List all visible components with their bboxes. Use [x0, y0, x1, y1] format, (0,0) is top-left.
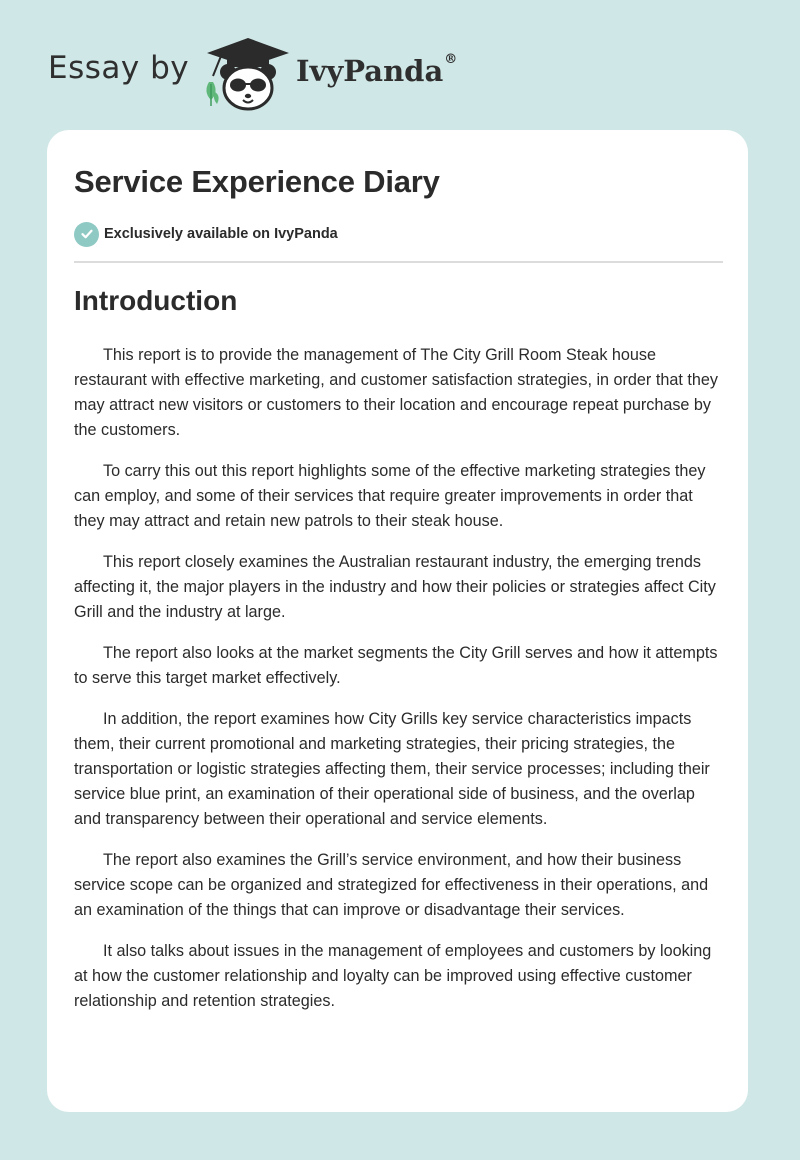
essay-body: [74, 343, 726, 1030]
panda-graduate-icon[interactable]: [203, 36, 293, 112]
registered-mark: ®: [444, 52, 458, 67]
paragraph: This report closely examines the Australian restaurant industry, the emerging trends affecting it, the major players in the industry and how their policies or strategies affect City Grill and the industry at large.: [74, 553, 716, 621]
paragraph: The report also looks at the market segments the City Grill serves and how it attempts to serve this target market effectively.: [74, 644, 718, 687]
brand-text: IvyPanda: [296, 54, 444, 88]
paragraph: To carry this out this report highlights some of the effective marketing strategies they can employ, and some of their services that require greater improvements in order that they may attract and retain new patrols to their steak house.: [74, 462, 706, 530]
paragraph: It also talks about issues in the management of employees and customers by looking at how the customer relationship and loyalty can be improved using effective customer relationship and retention strategies.: [74, 942, 712, 1010]
paragraph: The report also examines the Grill’s service environment, and how their business service scope can be organized and strategized for effectiveness in their operations, and an examination of the things that can improve or disadvantage their services.: [74, 851, 709, 919]
divider: [74, 261, 723, 263]
badge-label: Exclusively available on IvyPanda: [104, 226, 338, 242]
site-header: [48, 36, 548, 116]
paragraph: In addition, the report examines how City Grills key service characteristics impacts them, their current promotional and marketing strategies, their pricing strategies, the transportation or logistic strategies affecting them, their service processes; including their service blue print, an examination of their operational side of business, and the overlap and transparency between their operational and service elements.: [74, 710, 710, 828]
paragraph: This report is to provide the management of The City Grill Room Steak house restaurant with effective marketing, and customer satisfaction strategies, in order that they may attract new visitors or customers to their location and encourage repeat purchase by the customers.: [74, 346, 718, 439]
check-circle-icon: [74, 222, 99, 247]
page-title: Service Experience Diary: [74, 164, 440, 199]
essay-by-label: Essay by: [48, 50, 190, 86]
essay-card: [47, 130, 748, 1112]
brand-name[interactable]: [296, 54, 457, 88]
section-heading: Introduction: [74, 285, 238, 316]
exclusive-badge: [74, 221, 338, 247]
